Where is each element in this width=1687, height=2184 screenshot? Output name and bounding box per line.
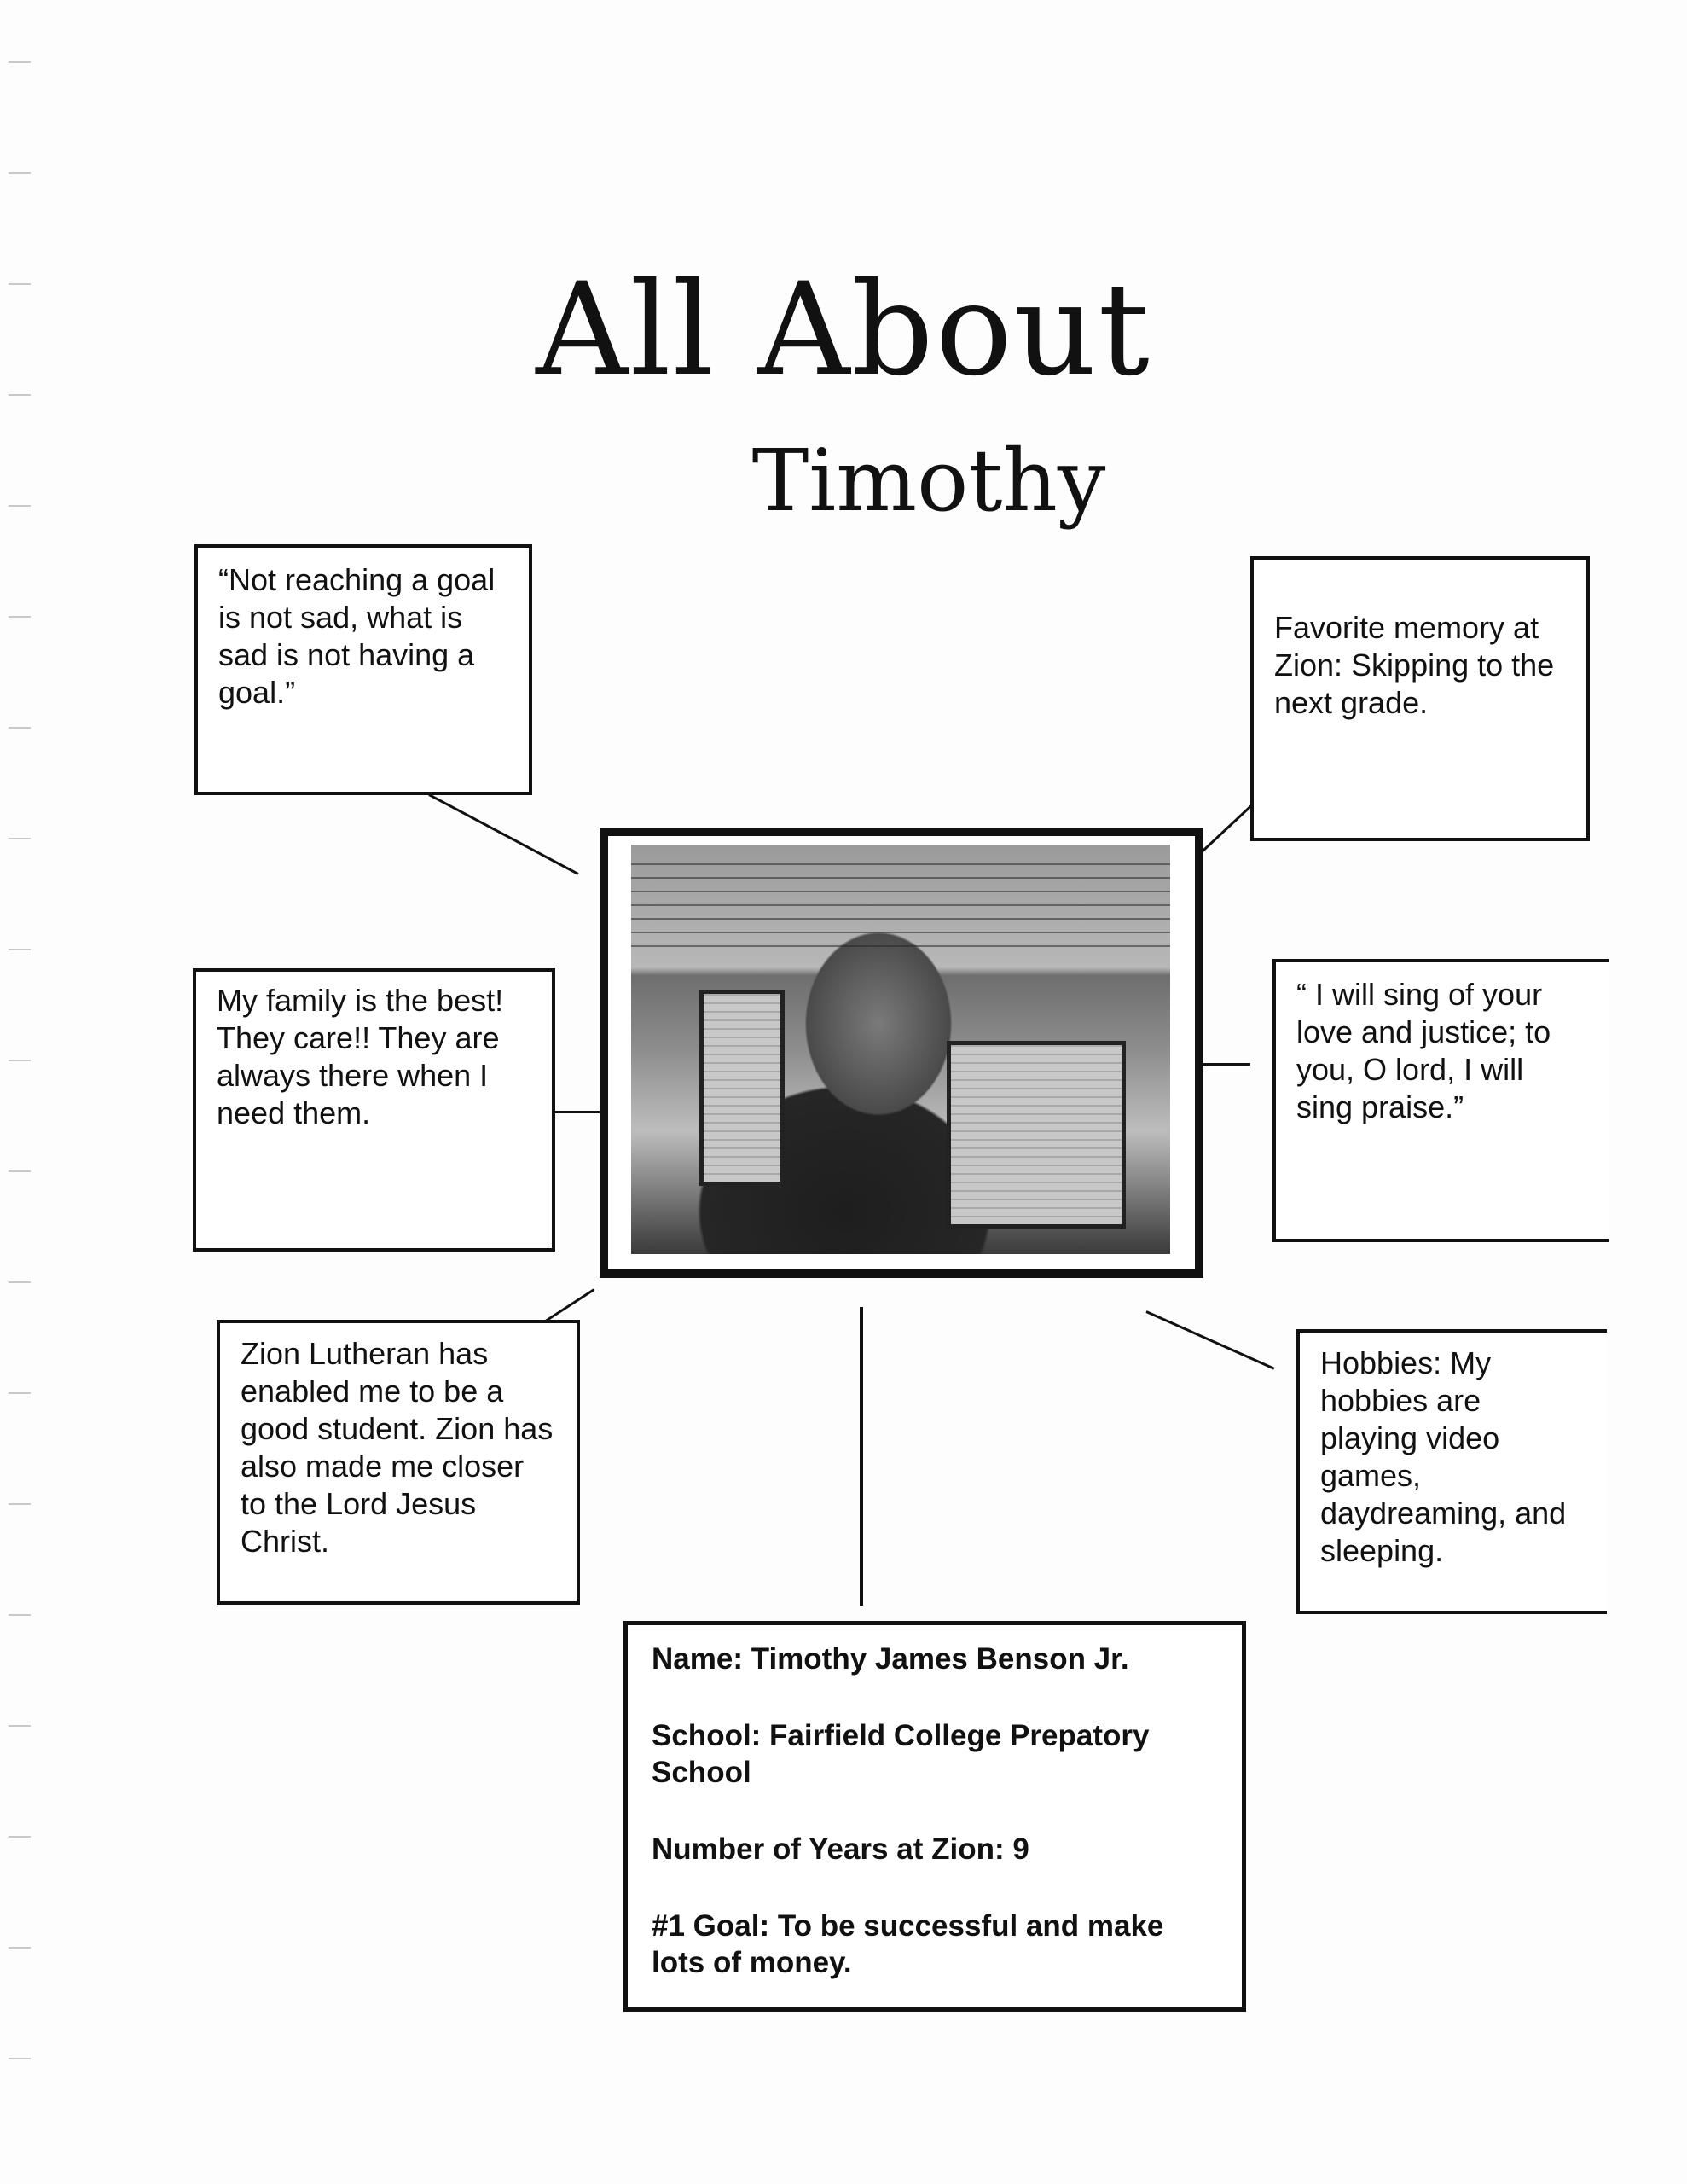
binder-mark bbox=[9, 727, 31, 729]
favorite-memory-text: Favorite memory at Zion: Skipping to the next grade. bbox=[1274, 610, 1555, 720]
binder-mark bbox=[9, 172, 31, 174]
connector-line bbox=[860, 1307, 863, 1606]
binder-mark bbox=[9, 1836, 31, 1838]
goal-quote-text: “Not reaching a goal is not sad, what is sad is not having a goal.” bbox=[218, 562, 496, 710]
verse-quote-box bbox=[1272, 959, 1609, 1242]
binder-mark bbox=[9, 1281, 31, 1283]
zion-text: Zion Lutheran has enabled me to be a good student. Zion has also made me closer to the Lord Jesus Christ. bbox=[241, 1336, 554, 1559]
binder-mark bbox=[9, 1060, 31, 1061]
binder-mark bbox=[9, 1614, 31, 1616]
binder-mark bbox=[9, 838, 31, 839]
family-text: My family is the best! They care!! They are always there when I need them. bbox=[217, 983, 504, 1130]
goal-quote-box bbox=[194, 544, 532, 795]
student-photo bbox=[631, 845, 1170, 1254]
binder-mark bbox=[9, 1503, 31, 1505]
binder-mark bbox=[9, 949, 31, 950]
family-box bbox=[193, 968, 555, 1252]
binder-mark bbox=[9, 1392, 31, 1394]
years-at-zion: Number of Years at Zion: 9 bbox=[652, 1833, 1029, 1866]
student-school: School: Fairfield College Prepatory School bbox=[652, 1719, 1150, 1789]
connector-line bbox=[428, 793, 578, 875]
binder-mark bbox=[9, 616, 31, 618]
student-info-box bbox=[623, 1621, 1246, 2012]
number-one-goal: #1 Goal: To be successful and make lots of money. bbox=[652, 1909, 1164, 1979]
page-subtitle-name: Timothy bbox=[751, 431, 1106, 531]
binder-mark bbox=[9, 2058, 31, 2059]
hobbies-text: Hobbies: My hobbies are playing video games, daydreaming, and sleeping. bbox=[1320, 1345, 1567, 1568]
favorite-memory-box bbox=[1250, 556, 1590, 841]
zion-box bbox=[217, 1320, 580, 1605]
binder-mark bbox=[9, 61, 31, 63]
binder-mark bbox=[9, 1170, 31, 1172]
page-title: All About bbox=[536, 256, 1151, 404]
verse-quote-text: “ I will sing of your love and justice; to you, O lord, I will sing praise.” bbox=[1296, 977, 1551, 1124]
hobbies-box bbox=[1296, 1329, 1607, 1614]
binder-mark bbox=[9, 1725, 31, 1727]
connector-line bbox=[1145, 1310, 1274, 1369]
binder-mark bbox=[9, 505, 31, 507]
student-name: Name: Timothy James Benson Jr. bbox=[652, 1642, 1129, 1676]
binder-mark bbox=[9, 1947, 31, 1949]
